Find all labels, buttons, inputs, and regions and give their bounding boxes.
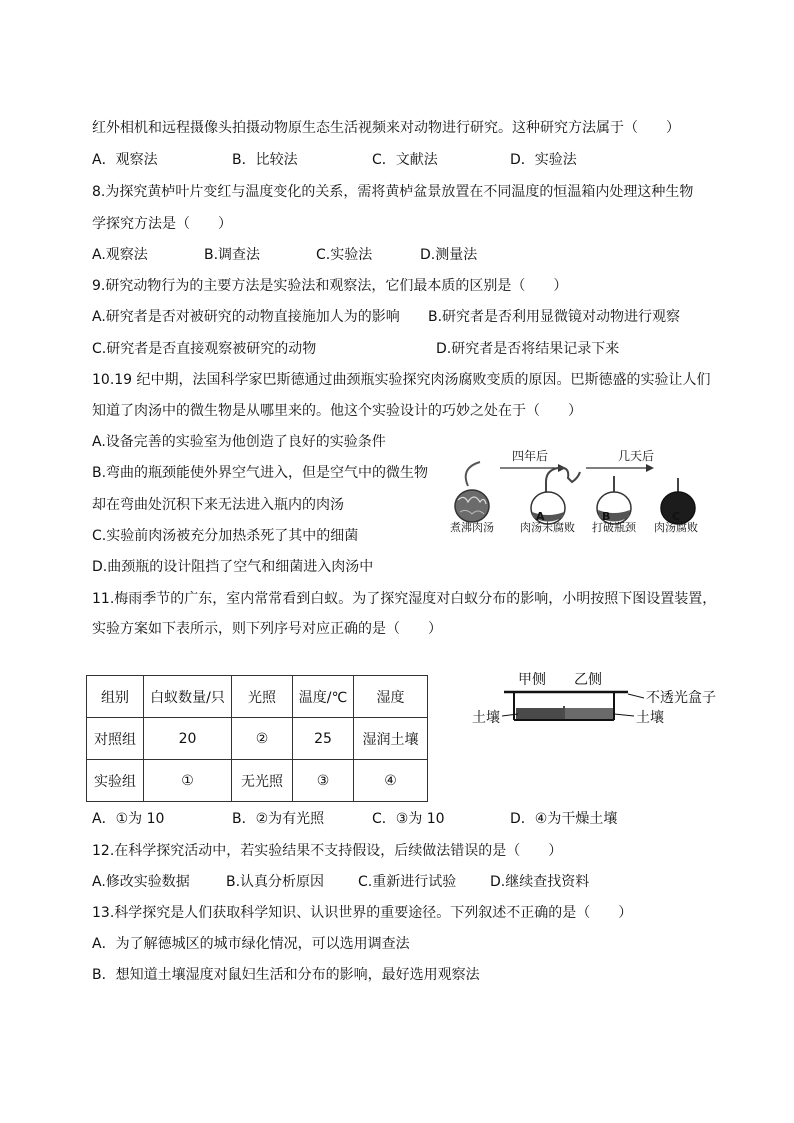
q11-option-a: A．①为 10 — [92, 811, 165, 827]
q12-stem: 12.在科学探究活动中，若实验结果不支持假设，后续做法错误的是（ ） — [92, 843, 563, 859]
soil-label-left: 土壤 — [472, 710, 500, 726]
left-side-label: 甲侧 — [518, 672, 546, 688]
q8-stem-line1: 8.为探究黄栌叶片变红与温度变化的关系，需将黄栌盆景放置在不同温度的恒温箱内处理这种生物 — [92, 184, 694, 200]
q12-option-a: A.修改实验数据 — [92, 874, 190, 890]
table-header: 组别 — [87, 676, 144, 718]
boiling-flask-icon — [455, 462, 489, 522]
box-label: 不透光盒子 — [646, 690, 716, 706]
caption-spoiled: 肉汤腐败 — [654, 521, 698, 534]
q13-option-b: B．想知道土壤湿度对鼠妇生活和分布的影响，最好选用观察法 — [92, 967, 480, 983]
q9-option-c: C.研究者是否直接观察被研究的动物 — [92, 341, 317, 357]
q13-stem: 13.科学探究是人们获取科学知识、认识世界的重要途径。下列叙述不正确的是（ ） — [92, 905, 633, 921]
q11-stem-line1: 11.梅雨季节的广东，室内常常看到白蚁。为了探究湿度对白蚁分布的影响，小明按照下图设置装置， — [92, 591, 717, 607]
q8-option-d: D.测量法 — [420, 247, 478, 263]
pasteur-flask-figure — [446, 438, 710, 534]
q9-stem: 9.研究动物行为的主要方法是实验法和观察法，它们最本质的区别是（ ） — [92, 278, 568, 294]
table-cell: ② — [232, 718, 293, 760]
q10-option-a: A.设备完善的实验室为他创造了良好的实验条件 — [92, 434, 386, 450]
q11-option-c: C．③为 10 — [372, 811, 445, 827]
q9-option-d: D.研究者是否将结果记录下来 — [436, 341, 620, 357]
q7-option-c: C．文献法 — [372, 152, 438, 168]
flask-letter-c: C — [672, 510, 681, 523]
experiment-table — [86, 675, 428, 802]
table-cell: ③ — [293, 760, 354, 802]
flask-letter-a: A — [536, 510, 545, 523]
q12-option-b: B.认真分析原因 — [226, 874, 325, 890]
table-cell: 20 — [144, 718, 232, 760]
caption-boiling: 煮沸肉汤 — [450, 521, 494, 534]
soil-left — [516, 708, 563, 719]
q10-option-d: D.曲颈瓶的设计阻挡了空气和细菌进入肉汤中 — [92, 559, 374, 575]
termite-box-figure — [466, 668, 730, 730]
right-side-label: 乙侧 — [574, 672, 602, 688]
table-cell: 实验组 — [87, 760, 144, 802]
flask-letter-b: B — [602, 510, 611, 523]
q12-option-c: C.重新进行试验 — [358, 874, 457, 890]
q12-option-d: D.继续查找资料 — [490, 874, 590, 890]
q7-option-b: B．比较法 — [232, 152, 298, 168]
table-cell: 无光照 — [232, 760, 293, 802]
q11-stem-line2: 实验方案如下表所示，则下列序号对应正确的是（ ） — [92, 621, 442, 637]
table-row — [87, 760, 428, 802]
q11-option-b: B．②为有光照 — [232, 811, 325, 827]
q8-option-a: A.观察法 — [92, 247, 148, 263]
q7-option-a: A．观察法 — [92, 152, 158, 168]
q11-option-d: D．④为干燥土壤 — [510, 811, 618, 827]
table-header: 湿度 — [354, 676, 428, 718]
q8-option-c: C.实验法 — [316, 247, 373, 263]
table-header: 白蚁数量/只 — [144, 676, 232, 718]
q10-option-b-line1: B.弯曲的瓶颈能使外界空气进入，但是空气中的微生物 — [92, 465, 429, 481]
table-cell: 25 — [293, 718, 354, 760]
q8-stem-line2: 学探究方法是（ ） — [92, 216, 232, 232]
q10-option-c: C.实验前肉汤被充分加热杀死了其中的细菌 — [92, 528, 359, 544]
q8-option-b: B.调查法 — [204, 247, 261, 263]
q9-option-b: B.研究者是否利用显微镜对动物进行观察 — [428, 309, 681, 325]
table-cell: 对照组 — [87, 718, 144, 760]
caption-not-spoiled: 肉汤未腐败 — [520, 521, 575, 534]
table-row — [87, 718, 428, 760]
arrow1-label: 四年后 — [512, 449, 549, 463]
table-header: 光照 — [232, 676, 293, 718]
table-header-row — [87, 676, 428, 718]
soil-label-right: 土壤 — [636, 710, 664, 726]
q13-option-a: A．为了解德城区的城市绿化情况，可以选用调查法 — [92, 936, 410, 952]
q10-stem-line1: 10.19 纪中期，法国科学家巴斯德通过曲颈瓶实验探究肉汤腐败变质的原因。巴斯德盛的实验让人们 — [92, 372, 711, 388]
q10-stem-line2: 知道了肉汤中的微生物是从哪里来的。他这个实验设计的巧妙之处在于（ ） — [92, 403, 582, 419]
soil-right — [565, 708, 613, 719]
table-header: 温度/℃ — [293, 676, 354, 718]
q7-stem: 红外相机和远程摄像头拍摄动物原生态生活视频来对动物进行研究。这种研究方法属于（ ） — [92, 120, 680, 136]
table-cell: ④ — [354, 760, 428, 802]
arrow2-label: 几天后 — [618, 449, 655, 463]
table-cell: 湿润土壤 — [354, 718, 428, 760]
q10-option-b-line2: 却在弯曲处沉积下来无法进入瓶内的肉汤 — [92, 497, 344, 513]
q7-option-d: D．实验法 — [510, 152, 577, 168]
caption-broken-neck: 打破瓶颈 — [592, 521, 636, 534]
q9-option-a: A.研究者是否对被研究的动物直接施加人为的影响 — [92, 309, 400, 325]
table-cell: ① — [144, 760, 232, 802]
